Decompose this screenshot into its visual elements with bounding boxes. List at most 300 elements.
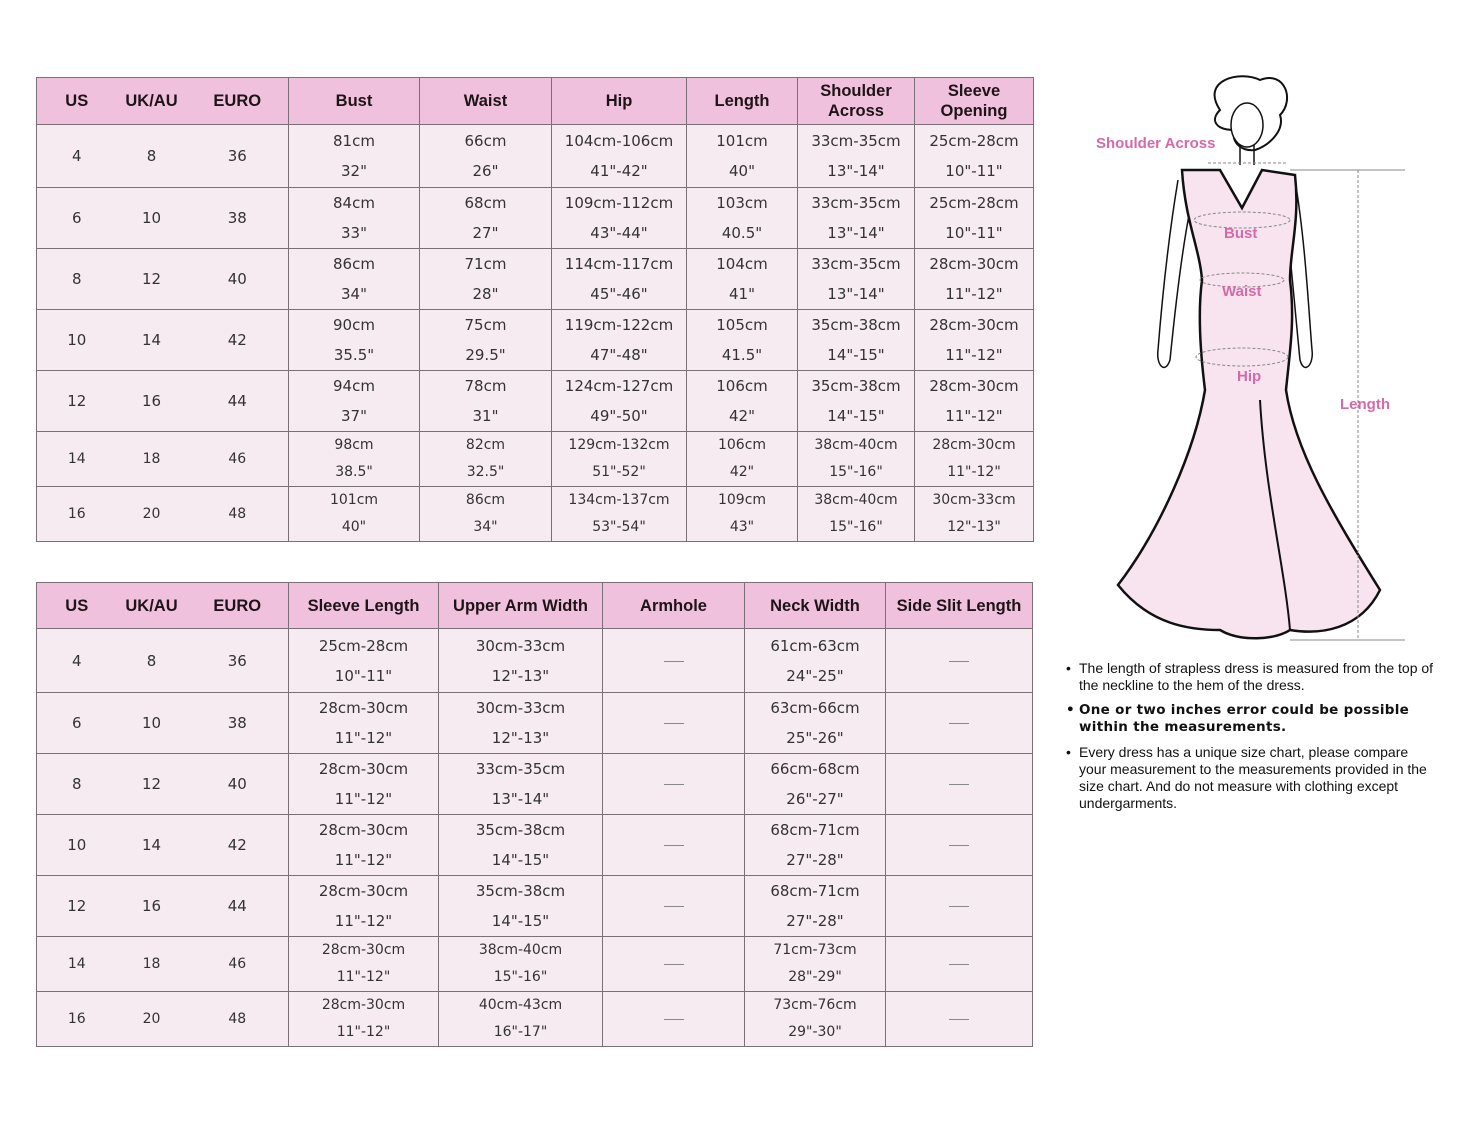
value-inch: 41.5" bbox=[721, 346, 763, 364]
value-inch: 11"-12" bbox=[336, 969, 391, 985]
value-inch: 27"-28" bbox=[786, 912, 844, 930]
value-inch: 53"-54" bbox=[592, 519, 646, 535]
value-inch: 31" bbox=[472, 407, 499, 425]
size-cell: 14 bbox=[117, 815, 187, 876]
size-cell: 10 bbox=[117, 693, 187, 754]
size-chart-table-sleeve-neck bbox=[36, 582, 1033, 1047]
value-inch: 33" bbox=[341, 224, 367, 242]
value-cm: 28cm-30cm bbox=[321, 942, 406, 958]
dash-placeholder bbox=[664, 1019, 684, 1020]
table-row bbox=[37, 125, 1034, 188]
measurement-cell bbox=[687, 125, 798, 188]
table-row bbox=[37, 693, 1033, 754]
value-inch: 12"-13" bbox=[491, 729, 550, 747]
measurement-cell bbox=[798, 125, 915, 188]
measurement-cell bbox=[745, 629, 886, 693]
value-cm: 28cm-30cm bbox=[318, 821, 409, 839]
dress-measurement-figure bbox=[1090, 70, 1430, 650]
value-inch: 16"-17" bbox=[493, 1024, 548, 1040]
table-row bbox=[37, 629, 1033, 693]
label-length: Length bbox=[1340, 396, 1390, 413]
measurement-cell bbox=[420, 125, 552, 188]
note-item-bold: • One or two inches error could be possible within the measurements. bbox=[1064, 702, 1434, 736]
value-cm: 28cm-30cm bbox=[929, 377, 1019, 395]
size-cell: 12 bbox=[37, 371, 117, 432]
value-cm: 109cm-112cm bbox=[564, 194, 674, 212]
measurement-cell bbox=[798, 188, 915, 249]
measurement-cell bbox=[289, 371, 420, 432]
measurement-cell bbox=[289, 487, 420, 542]
value-cm: 106cm bbox=[717, 437, 767, 453]
measurement-cell bbox=[745, 815, 886, 876]
column-header: Bust bbox=[289, 78, 420, 125]
measurement-cell bbox=[798, 432, 915, 487]
value-cm: 71cm bbox=[464, 255, 507, 273]
value-inch: 13"-14" bbox=[827, 224, 885, 242]
size-cell: 38 bbox=[187, 188, 289, 249]
value-cm: 78cm bbox=[464, 377, 507, 395]
label-bust: Bust bbox=[1224, 225, 1258, 242]
value-cm: 129cm-132cm bbox=[568, 437, 670, 453]
value-cm: 38cm-40cm bbox=[814, 492, 898, 508]
value-inch: 35.5" bbox=[333, 346, 375, 364]
value-cm: 28cm-30cm bbox=[318, 760, 409, 778]
value-cm: 94cm bbox=[333, 377, 375, 395]
table-row bbox=[37, 188, 1034, 249]
size-cell: 4 bbox=[37, 629, 117, 693]
measurement-cell bbox=[552, 188, 687, 249]
column-header: US bbox=[37, 583, 117, 629]
size-cell: 8 bbox=[117, 629, 187, 693]
measurement-cell bbox=[915, 249, 1034, 310]
dash-placeholder bbox=[949, 964, 969, 965]
measurement-cell bbox=[439, 876, 603, 937]
value-cm: 38cm-40cm bbox=[478, 942, 563, 958]
measurement-cell bbox=[289, 310, 420, 371]
value-inch: 10"-11" bbox=[334, 666, 393, 685]
measurement-notes bbox=[1064, 660, 1434, 820]
value-inch: 28"-29" bbox=[788, 969, 842, 985]
measurement-cell bbox=[289, 876, 439, 937]
measurement-cell bbox=[552, 310, 687, 371]
value-cm: 119cm-122cm bbox=[564, 316, 674, 334]
measurement-cell bbox=[798, 487, 915, 542]
value-inch: 26"-27" bbox=[786, 790, 844, 808]
measurement-cell bbox=[687, 371, 798, 432]
value-inch: 40" bbox=[729, 162, 755, 180]
label-shoulder-across: Shoulder Across bbox=[1096, 135, 1216, 152]
value-inch: 40" bbox=[341, 519, 367, 535]
dash-placeholder bbox=[949, 661, 969, 662]
value-cm: 86cm bbox=[465, 492, 506, 508]
measurement-cell bbox=[798, 310, 915, 371]
empty-value-cell bbox=[886, 815, 1033, 876]
measurement-cell bbox=[915, 188, 1034, 249]
value-cm: 28cm-30cm bbox=[318, 882, 409, 900]
measurement-cell bbox=[420, 188, 552, 249]
value-cm: 61cm-63cm bbox=[770, 636, 860, 655]
value-cm: 134cm-137cm bbox=[568, 492, 670, 508]
value-cm: 30cm-33cm bbox=[475, 636, 566, 655]
size-cell: 14 bbox=[117, 310, 187, 371]
measurement-cell bbox=[552, 432, 687, 487]
value-inch: 11"-12" bbox=[945, 346, 1003, 364]
table-row bbox=[37, 487, 1034, 542]
value-inch: 25"-26" bbox=[786, 729, 844, 747]
column-header: EURO bbox=[187, 78, 289, 125]
dash-placeholder bbox=[664, 784, 684, 785]
value-cm: 124cm-127cm bbox=[564, 377, 674, 395]
value-cm: 98cm bbox=[334, 437, 374, 453]
value-inch: 15"-16" bbox=[493, 969, 548, 985]
measurement-cell bbox=[798, 371, 915, 432]
table-row bbox=[37, 992, 1033, 1047]
value-inch: 29"-30" bbox=[788, 1024, 842, 1040]
value-cm: 28cm-30cm bbox=[321, 997, 406, 1013]
size-cell: 44 bbox=[187, 371, 289, 432]
size-cell: 46 bbox=[187, 937, 289, 992]
measurement-cell bbox=[439, 937, 603, 992]
value-inch: 24"-25" bbox=[786, 666, 844, 685]
table-row bbox=[37, 815, 1033, 876]
value-inch: 27" bbox=[472, 224, 499, 242]
measurement-cell bbox=[915, 310, 1034, 371]
empty-value-cell bbox=[886, 876, 1033, 937]
empty-value-cell bbox=[603, 754, 745, 815]
size-cell: 36 bbox=[187, 629, 289, 693]
measurement-cell bbox=[552, 487, 687, 542]
column-header: Sleeve Length bbox=[289, 583, 439, 629]
value-inch: 10"-11" bbox=[945, 162, 1003, 180]
value-cm: 90cm bbox=[333, 316, 375, 334]
measurement-cell bbox=[289, 992, 439, 1047]
value-inch: 51"-52" bbox=[592, 464, 646, 480]
column-header: Waist bbox=[420, 78, 552, 125]
note-item: • Every dress has a unique size chart, please compare your measurement to the measurements provided in the size chart. And do not measure with clothing except undergarments. bbox=[1064, 744, 1434, 812]
column-header: EURO bbox=[187, 583, 289, 629]
table-row bbox=[37, 876, 1033, 937]
value-inch: 34" bbox=[341, 285, 367, 303]
value-inch: 12"-13" bbox=[491, 666, 550, 685]
measurement-cell bbox=[289, 937, 439, 992]
empty-value-cell bbox=[886, 937, 1033, 992]
value-cm: 28cm-30cm bbox=[929, 316, 1019, 334]
table-row bbox=[37, 371, 1034, 432]
size-cell: 16 bbox=[117, 876, 187, 937]
measurement-cell bbox=[687, 188, 798, 249]
value-cm: 28cm-30cm bbox=[929, 255, 1019, 273]
value-inch: 11"-12" bbox=[334, 729, 393, 747]
size-cell: 6 bbox=[37, 693, 117, 754]
table-row bbox=[37, 432, 1034, 487]
column-header: Upper Arm Width bbox=[439, 583, 603, 629]
value-inch: 42" bbox=[729, 407, 755, 425]
empty-value-cell bbox=[603, 876, 745, 937]
size-cell: 8 bbox=[37, 249, 117, 310]
size-cell: 10 bbox=[37, 815, 117, 876]
value-cm: 68cm-71cm bbox=[770, 882, 860, 900]
size-cell: 14 bbox=[37, 937, 117, 992]
dash-placeholder bbox=[664, 661, 684, 662]
value-cm: 25cm-28cm bbox=[929, 132, 1019, 150]
value-inch: 42" bbox=[729, 464, 755, 480]
value-cm: 101cm bbox=[716, 132, 768, 150]
measurement-cell bbox=[289, 432, 420, 487]
measurement-cell bbox=[420, 249, 552, 310]
value-cm: 28cm-30cm bbox=[318, 699, 409, 717]
measurement-cell bbox=[687, 249, 798, 310]
measurement-cell bbox=[420, 371, 552, 432]
empty-value-cell bbox=[886, 693, 1033, 754]
empty-value-cell bbox=[886, 754, 1033, 815]
size-cell: 48 bbox=[187, 992, 289, 1047]
measurement-cell bbox=[687, 432, 798, 487]
value-inch: 26" bbox=[472, 162, 499, 180]
value-inch: 13"-14" bbox=[827, 285, 885, 303]
value-cm: 86cm bbox=[333, 255, 375, 273]
column-header: Sleeve Opening bbox=[915, 78, 1034, 125]
value-inch: 11"-12" bbox=[945, 285, 1003, 303]
size-cell: 36 bbox=[187, 125, 289, 188]
size-cell: 8 bbox=[37, 754, 117, 815]
size-cell: 14 bbox=[37, 432, 117, 487]
column-header: US bbox=[37, 78, 117, 125]
measurement-cell bbox=[745, 754, 886, 815]
size-cell: 20 bbox=[117, 992, 187, 1047]
value-inch: 41"-42" bbox=[590, 162, 648, 180]
size-cell: 12 bbox=[117, 249, 187, 310]
empty-value-cell bbox=[603, 629, 745, 693]
size-cell: 18 bbox=[117, 432, 187, 487]
size-cell: 18 bbox=[117, 937, 187, 992]
value-cm: 30cm-33cm bbox=[932, 492, 1016, 508]
measurement-cell bbox=[687, 310, 798, 371]
measurement-cell bbox=[289, 125, 420, 188]
empty-value-cell bbox=[603, 937, 745, 992]
value-cm: 40cm-43cm bbox=[478, 997, 563, 1013]
size-cell: 8 bbox=[117, 125, 187, 188]
note-item: • The length of strapless dress is measured from the top of the neckline to the hem of the dress. bbox=[1064, 660, 1434, 694]
value-cm: 82cm bbox=[465, 437, 506, 453]
measurement-cell bbox=[745, 937, 886, 992]
value-inch: 41" bbox=[729, 285, 755, 303]
value-inch: 15"-16" bbox=[829, 519, 883, 535]
dash-placeholder bbox=[949, 784, 969, 785]
size-cell: 40 bbox=[187, 754, 289, 815]
measurement-cell bbox=[552, 371, 687, 432]
table-row bbox=[37, 249, 1034, 310]
measurement-cell bbox=[915, 125, 1034, 188]
size-cell: 20 bbox=[117, 487, 187, 542]
table-row bbox=[37, 937, 1033, 992]
value-cm: 33cm-35cm bbox=[811, 255, 901, 273]
value-inch: 47"-48" bbox=[590, 346, 648, 364]
size-cell: 42 bbox=[187, 815, 289, 876]
value-cm: 35cm-38cm bbox=[475, 821, 566, 839]
column-header: Hip bbox=[552, 78, 687, 125]
value-cm: 35cm-38cm bbox=[811, 377, 901, 395]
measurement-cell bbox=[439, 815, 603, 876]
measurement-cell bbox=[687, 487, 798, 542]
value-inch: 28" bbox=[472, 285, 499, 303]
size-cell: 10 bbox=[37, 310, 117, 371]
value-cm: 25cm-28cm bbox=[929, 194, 1019, 212]
value-inch: 37" bbox=[341, 407, 367, 425]
size-cell: 12 bbox=[117, 754, 187, 815]
empty-value-cell bbox=[603, 992, 745, 1047]
value-cm: 68cm-71cm bbox=[770, 821, 860, 839]
measurement-cell bbox=[439, 693, 603, 754]
measurement-cell bbox=[420, 487, 552, 542]
value-cm: 84cm bbox=[333, 194, 375, 212]
size-cell: 4 bbox=[37, 125, 117, 188]
column-header: UK/AU bbox=[117, 583, 187, 629]
dash-placeholder bbox=[949, 1019, 969, 1020]
value-cm: 75cm bbox=[464, 316, 507, 334]
value-cm: 25cm-28cm bbox=[318, 636, 409, 655]
measurement-cell bbox=[439, 629, 603, 693]
value-inch: 14"-15" bbox=[827, 346, 885, 364]
measurement-cell bbox=[915, 487, 1034, 542]
value-inch: 38.5" bbox=[335, 464, 373, 480]
value-inch: 29.5" bbox=[465, 346, 506, 364]
value-cm: 104cm-106cm bbox=[564, 132, 674, 150]
dash-placeholder bbox=[664, 845, 684, 846]
value-cm: 35cm-38cm bbox=[811, 316, 901, 334]
column-header: Length bbox=[687, 78, 798, 125]
measurement-cell bbox=[420, 432, 552, 487]
value-cm: 81cm bbox=[333, 132, 375, 150]
value-inch: 49"-50" bbox=[590, 407, 648, 425]
value-cm: 66cm-68cm bbox=[770, 760, 860, 778]
table-row bbox=[37, 754, 1033, 815]
size-cell: 42 bbox=[187, 310, 289, 371]
value-cm: 103cm bbox=[716, 194, 768, 212]
value-cm: 101cm bbox=[329, 492, 379, 508]
label-waist: Waist bbox=[1222, 283, 1262, 300]
value-cm: 28cm-30cm bbox=[932, 437, 1016, 453]
value-cm: 109cm bbox=[717, 492, 767, 508]
size-cell: 12 bbox=[37, 876, 117, 937]
value-cm: 33cm-35cm bbox=[811, 194, 901, 212]
value-inch: 32.5" bbox=[466, 464, 505, 480]
value-cm: 73cm-76cm bbox=[773, 997, 857, 1013]
size-cell: 16 bbox=[117, 371, 187, 432]
size-cell: 48 bbox=[187, 487, 289, 542]
size-cell: 16 bbox=[37, 487, 117, 542]
value-cm: 33cm-35cm bbox=[475, 760, 566, 778]
dash-placeholder bbox=[949, 723, 969, 724]
measurement-cell bbox=[289, 754, 439, 815]
empty-value-cell bbox=[603, 815, 745, 876]
value-inch: 13"-14" bbox=[827, 162, 885, 180]
value-inch: 14"-15" bbox=[827, 407, 885, 425]
measurement-cell bbox=[289, 629, 439, 693]
size-cell: 46 bbox=[187, 432, 289, 487]
value-inch: 11"-12" bbox=[334, 790, 393, 808]
measurement-cell bbox=[289, 693, 439, 754]
value-inch: 11"-12" bbox=[334, 851, 393, 869]
empty-value-cell bbox=[603, 693, 745, 754]
value-cm: 106cm bbox=[716, 377, 768, 395]
value-cm: 30cm-33cm bbox=[475, 699, 566, 717]
value-inch: 43"-44" bbox=[590, 224, 648, 242]
dash-placeholder bbox=[664, 906, 684, 907]
measurement-cell bbox=[439, 754, 603, 815]
value-inch: 27"-28" bbox=[786, 851, 844, 869]
measurement-cell bbox=[289, 249, 420, 310]
size-cell: 40 bbox=[187, 249, 289, 310]
value-cm: 66cm bbox=[464, 132, 507, 150]
size-chart-table-measurements bbox=[36, 77, 1034, 542]
empty-value-cell bbox=[886, 992, 1033, 1047]
dash-placeholder bbox=[949, 906, 969, 907]
measurement-cell bbox=[552, 249, 687, 310]
measurement-cell bbox=[915, 432, 1034, 487]
measurement-cell bbox=[745, 992, 886, 1047]
dash-placeholder bbox=[664, 964, 684, 965]
size-cell: 10 bbox=[117, 188, 187, 249]
column-header: Shoulder Across bbox=[798, 78, 915, 125]
measurement-cell bbox=[915, 371, 1034, 432]
size-cell: 6 bbox=[37, 188, 117, 249]
value-inch: 43" bbox=[729, 519, 755, 535]
value-cm: 38cm-40cm bbox=[814, 437, 898, 453]
value-inch: 13"-14" bbox=[491, 790, 550, 808]
dash-placeholder bbox=[949, 845, 969, 846]
empty-value-cell bbox=[886, 629, 1033, 693]
value-inch: 10"-11" bbox=[945, 224, 1003, 242]
value-inch: 40.5" bbox=[721, 224, 763, 242]
measurement-cell bbox=[745, 693, 886, 754]
dress-illustration bbox=[1090, 70, 1430, 650]
value-cm: 104cm bbox=[716, 255, 768, 273]
label-hip: Hip bbox=[1237, 368, 1262, 385]
measurement-cell bbox=[289, 188, 420, 249]
value-cm: 68cm bbox=[464, 194, 507, 212]
value-cm: 63cm-66cm bbox=[770, 699, 860, 717]
value-inch: 34" bbox=[473, 519, 498, 535]
value-cm: 105cm bbox=[716, 316, 768, 334]
table-row bbox=[37, 310, 1034, 371]
column-header: Side Slit Length bbox=[886, 583, 1033, 629]
value-inch: 12"-13" bbox=[947, 519, 1001, 535]
value-inch: 11"-12" bbox=[945, 407, 1003, 425]
measurement-cell bbox=[798, 249, 915, 310]
dash-placeholder bbox=[664, 723, 684, 724]
value-cm: 71cm-73cm bbox=[773, 942, 857, 958]
measurement-cell bbox=[289, 815, 439, 876]
measurement-cell bbox=[420, 310, 552, 371]
size-cell: 38 bbox=[187, 693, 289, 754]
value-inch: 11"-12" bbox=[334, 912, 393, 930]
value-cm: 35cm-38cm bbox=[475, 882, 566, 900]
value-cm: 33cm-35cm bbox=[811, 132, 901, 150]
value-inch: 11"-12" bbox=[947, 464, 1001, 480]
value-inch: 15"-16" bbox=[829, 464, 883, 480]
value-inch: 11"-12" bbox=[336, 1024, 391, 1040]
size-cell: 16 bbox=[37, 992, 117, 1047]
size-cell: 44 bbox=[187, 876, 289, 937]
column-header: Armhole bbox=[603, 583, 745, 629]
measurement-cell bbox=[552, 125, 687, 188]
value-inch: 14"-15" bbox=[491, 851, 550, 869]
value-cm: 114cm-117cm bbox=[564, 255, 674, 273]
measurement-cell bbox=[439, 992, 603, 1047]
value-inch: 32" bbox=[341, 162, 367, 180]
column-header: UK/AU bbox=[117, 78, 187, 125]
column-header: Neck Width bbox=[745, 583, 886, 629]
